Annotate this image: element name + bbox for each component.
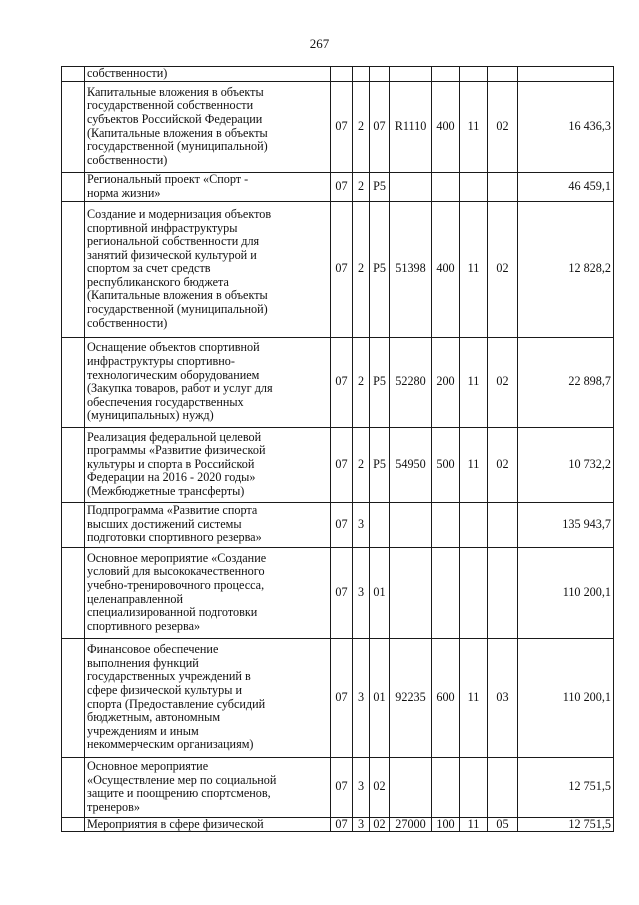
- row-margin-cell: [62, 81, 85, 172]
- row-name-line: спортивной инфраструктуры: [87, 220, 238, 235]
- row-amount-cell: 110 200,1: [518, 638, 614, 757]
- row-code-c4: 52280: [390, 337, 432, 427]
- row-name-line: республиканского бюджета: [87, 274, 229, 289]
- row-amount-cell: [518, 67, 614, 82]
- row-amount-cell: 135 943,7: [518, 502, 614, 547]
- row-name-line: сфере физической культуры и: [87, 683, 242, 697]
- row-code-c3: P5: [370, 427, 390, 502]
- row-amount-cell: 46 459,1: [518, 172, 614, 201]
- row-name-line: программы «Развитие физической: [87, 443, 266, 458]
- row-code-c4: 54950: [390, 427, 432, 502]
- row-code-c3: 01: [370, 638, 390, 757]
- row-code-c4: [390, 757, 432, 817]
- row-name-line: Капитальные вложения в объекты: [87, 84, 264, 99]
- row-code-c4: R1110: [390, 81, 432, 172]
- row-name-line: (Межбюджетные трансферты): [87, 483, 245, 498]
- row-code-c7: 02: [488, 81, 518, 172]
- table-row: [62, 427, 614, 502]
- row-code-c4: [390, 547, 432, 638]
- row-name-line: субъектов Российской Федерации: [87, 112, 263, 126]
- table-row: [62, 757, 614, 817]
- row-code-c2: 2: [353, 337, 370, 427]
- row-code-c1: 07: [331, 547, 353, 638]
- row-code-c7: [488, 502, 518, 547]
- row-margin-cell: [62, 638, 85, 757]
- row-code-c2: 2: [353, 201, 370, 337]
- row-code-c6: 11: [460, 81, 488, 172]
- row-margin-cell: [62, 172, 85, 201]
- row-name-line: «Осуществление мер по социальной: [87, 772, 277, 787]
- row-margin-cell: [62, 817, 85, 832]
- row-name-cell: [85, 337, 331, 427]
- row-code-c2: 3: [353, 547, 370, 638]
- row-name-line: Создание и модернизация объектов: [87, 206, 272, 221]
- row-name-line: региональной собственности для: [87, 234, 260, 249]
- row-code-c7: [488, 547, 518, 638]
- table-row: [62, 67, 614, 82]
- row-name-line: учреждениям и иным: [87, 723, 199, 738]
- row-code-c2: 3: [353, 502, 370, 547]
- row-name-line: условий для высококачественного: [87, 564, 265, 579]
- row-name-line: Федерации на 2016 - 2020 годы»: [87, 470, 256, 485]
- row-margin-cell: [62, 337, 85, 427]
- row-name-line: Региональный проект «Спорт -: [87, 172, 249, 186]
- row-name-line: Финансовое обеспечение: [87, 642, 219, 657]
- row-code-c1: 07: [331, 172, 353, 201]
- table-row: [62, 337, 614, 427]
- row-code-c5: [432, 67, 460, 82]
- row-code-c7: 02: [488, 201, 518, 337]
- row-name-line: культуры и спорта в Российской: [87, 456, 255, 471]
- row-code-c6: 11: [460, 337, 488, 427]
- row-code-c6: 11: [460, 817, 488, 832]
- row-name-line: спортивного резерва»: [87, 618, 201, 633]
- row-code-c5: [432, 502, 460, 547]
- row-code-c3: 07: [370, 81, 390, 172]
- row-name-line: норма жизни»: [87, 185, 161, 200]
- row-code-c4: [390, 502, 432, 547]
- row-margin-cell: [62, 67, 85, 82]
- row-name-line: технологическим оборудованием: [87, 367, 260, 382]
- row-name-cell: [85, 547, 331, 638]
- row-name-cell: [85, 817, 331, 832]
- row-name-line: (Капитальные вложения в объекты: [87, 288, 268, 303]
- row-code-c5: 400: [432, 201, 460, 337]
- row-code-c6: [460, 172, 488, 201]
- row-code-c2: 2: [353, 172, 370, 201]
- row-name-line: государственной (муниципальной): [87, 302, 268, 317]
- row-code-c5: 400: [432, 81, 460, 172]
- row-name-line: специализированной подготовки: [87, 605, 258, 620]
- row-code-c4: 92235: [390, 638, 432, 757]
- row-code-c1: 07: [331, 817, 353, 832]
- row-name-line: Основное мероприятие «Создание: [87, 550, 267, 565]
- row-code-c3: [370, 502, 390, 547]
- row-name-line: выполнения функций: [87, 655, 199, 670]
- row-name-cell: [85, 427, 331, 502]
- row-code-c1: 07: [331, 81, 353, 172]
- row-code-c2: 3: [353, 817, 370, 832]
- row-name-line: Мероприятия в сфере физической: [87, 817, 264, 831]
- row-code-c5: 100: [432, 817, 460, 832]
- row-code-c3: 01: [370, 547, 390, 638]
- row-code-c6: 11: [460, 201, 488, 337]
- budget-table: [61, 66, 614, 832]
- row-code-c7: [488, 172, 518, 201]
- row-margin-cell: [62, 427, 85, 502]
- row-name-line: государственной (муниципальной): [87, 139, 268, 154]
- row-code-c6: 11: [460, 638, 488, 757]
- row-code-c1: 07: [331, 638, 353, 757]
- row-code-c3: P5: [370, 337, 390, 427]
- row-code-c5: [432, 757, 460, 817]
- row-amount-cell: 110 200,1: [518, 547, 614, 638]
- row-name-cell: [85, 172, 331, 201]
- table-row: [62, 172, 614, 201]
- row-code-c6: [460, 547, 488, 638]
- table-row: [62, 201, 614, 337]
- row-name-cell: [85, 757, 331, 817]
- row-margin-cell: [62, 502, 85, 547]
- row-code-c1: 07: [331, 502, 353, 547]
- table-row: [62, 638, 614, 757]
- row-name-cell: [85, 502, 331, 547]
- row-code-c5: [432, 547, 460, 638]
- row-code-c4: [390, 67, 432, 82]
- page-number: 267: [309, 36, 330, 51]
- row-name-line: спорта (Предоставление субсидий: [87, 696, 266, 711]
- row-code-c3: P5: [370, 172, 390, 201]
- row-name-cell: [85, 638, 331, 757]
- row-name-line: подготовки спортивного резерва»: [87, 530, 262, 545]
- row-code-c7: [488, 757, 518, 817]
- row-code-c5: 600: [432, 638, 460, 757]
- row-code-c3: 02: [370, 817, 390, 832]
- row-code-c7: 02: [488, 427, 518, 502]
- row-code-c2: 2: [353, 81, 370, 172]
- row-name-cell: [85, 67, 331, 82]
- row-code-c2: 3: [353, 757, 370, 817]
- table-row: [62, 502, 614, 547]
- row-code-c2: [353, 67, 370, 82]
- row-amount-cell: 12 828,2: [518, 201, 614, 337]
- row-name-line: занятий физической культурой и: [87, 247, 257, 262]
- row-code-c6: [460, 67, 488, 82]
- row-name-cell: [85, 201, 331, 337]
- row-margin-cell: [62, 201, 85, 337]
- row-name-line: тренеров»: [87, 799, 140, 814]
- row-margin-cell: [62, 757, 85, 817]
- row-code-c6: [460, 502, 488, 547]
- row-margin-cell: [62, 547, 85, 638]
- row-code-c4: [390, 172, 432, 201]
- row-code-c1: 07: [331, 427, 353, 502]
- row-code-c4: 51398: [390, 201, 432, 337]
- row-code-c2: 3: [353, 638, 370, 757]
- row-name-line: собственности): [87, 66, 168, 80]
- row-name-line: некоммерческим организациям): [87, 737, 254, 752]
- row-name-line: собственности): [87, 152, 168, 167]
- row-name-line: целенаправленной: [87, 591, 183, 606]
- row-code-c5: 500: [432, 427, 460, 502]
- row-amount-cell: 10 732,2: [518, 427, 614, 502]
- table-row: [62, 81, 614, 172]
- row-name-line: государственных учреждений в: [87, 669, 251, 684]
- row-name-line: высших достижений системы: [87, 516, 242, 531]
- row-code-c6: [460, 757, 488, 817]
- row-code-c4: 27000: [390, 817, 432, 832]
- row-name-line: бюджетным, автономным: [87, 710, 221, 725]
- row-name-line: Оснащение объектов спортивной: [87, 340, 260, 355]
- row-name-line: спортом за счет средств: [87, 261, 211, 276]
- row-name-line: инфраструктуры спортивно-: [87, 353, 235, 368]
- row-code-c7: 05: [488, 817, 518, 832]
- row-code-c7: 03: [488, 638, 518, 757]
- row-name-line: Реализация федеральной целевой: [87, 429, 262, 444]
- row-name-line: защите и поощрению спортсменов,: [87, 786, 271, 801]
- row-code-c1: [331, 67, 353, 82]
- row-name-line: учебно-тренировочного процесса,: [87, 578, 265, 592]
- row-code-c3: 02: [370, 757, 390, 817]
- row-name-cell: [85, 81, 331, 172]
- row-name-line: собственности): [87, 315, 168, 330]
- row-name-line: обеспечения государственных: [87, 394, 244, 409]
- row-name-line: (Закупка товаров, работ и услуг для: [87, 381, 273, 396]
- table-row: [62, 817, 614, 832]
- row-name-line: (Капитальные вложения в объекты: [87, 125, 268, 140]
- row-name-line: Основное мероприятие: [87, 758, 209, 773]
- row-code-c1: 07: [331, 337, 353, 427]
- row-code-c5: [432, 172, 460, 201]
- row-code-c1: 07: [331, 201, 353, 337]
- row-code-c2: 2: [353, 427, 370, 502]
- row-amount-cell: 12 751,5: [518, 817, 614, 832]
- row-code-c7: 02: [488, 337, 518, 427]
- row-code-c5: 200: [432, 337, 460, 427]
- row-code-c1: 07: [331, 757, 353, 817]
- row-code-c7: [488, 67, 518, 82]
- row-amount-cell: 22 898,7: [518, 337, 614, 427]
- row-name-line: Подпрограмма «Развитие спорта: [87, 503, 258, 518]
- row-code-c6: 11: [460, 427, 488, 502]
- row-amount-cell: 12 751,5: [518, 757, 614, 817]
- row-name-line: (муниципальных) нужд): [87, 408, 214, 423]
- row-amount-cell: 16 436,3: [518, 81, 614, 172]
- table-row: [62, 547, 614, 638]
- row-code-c3: P5: [370, 201, 390, 337]
- row-code-c3: [370, 67, 390, 82]
- row-name-line: государственной собственности: [87, 98, 254, 113]
